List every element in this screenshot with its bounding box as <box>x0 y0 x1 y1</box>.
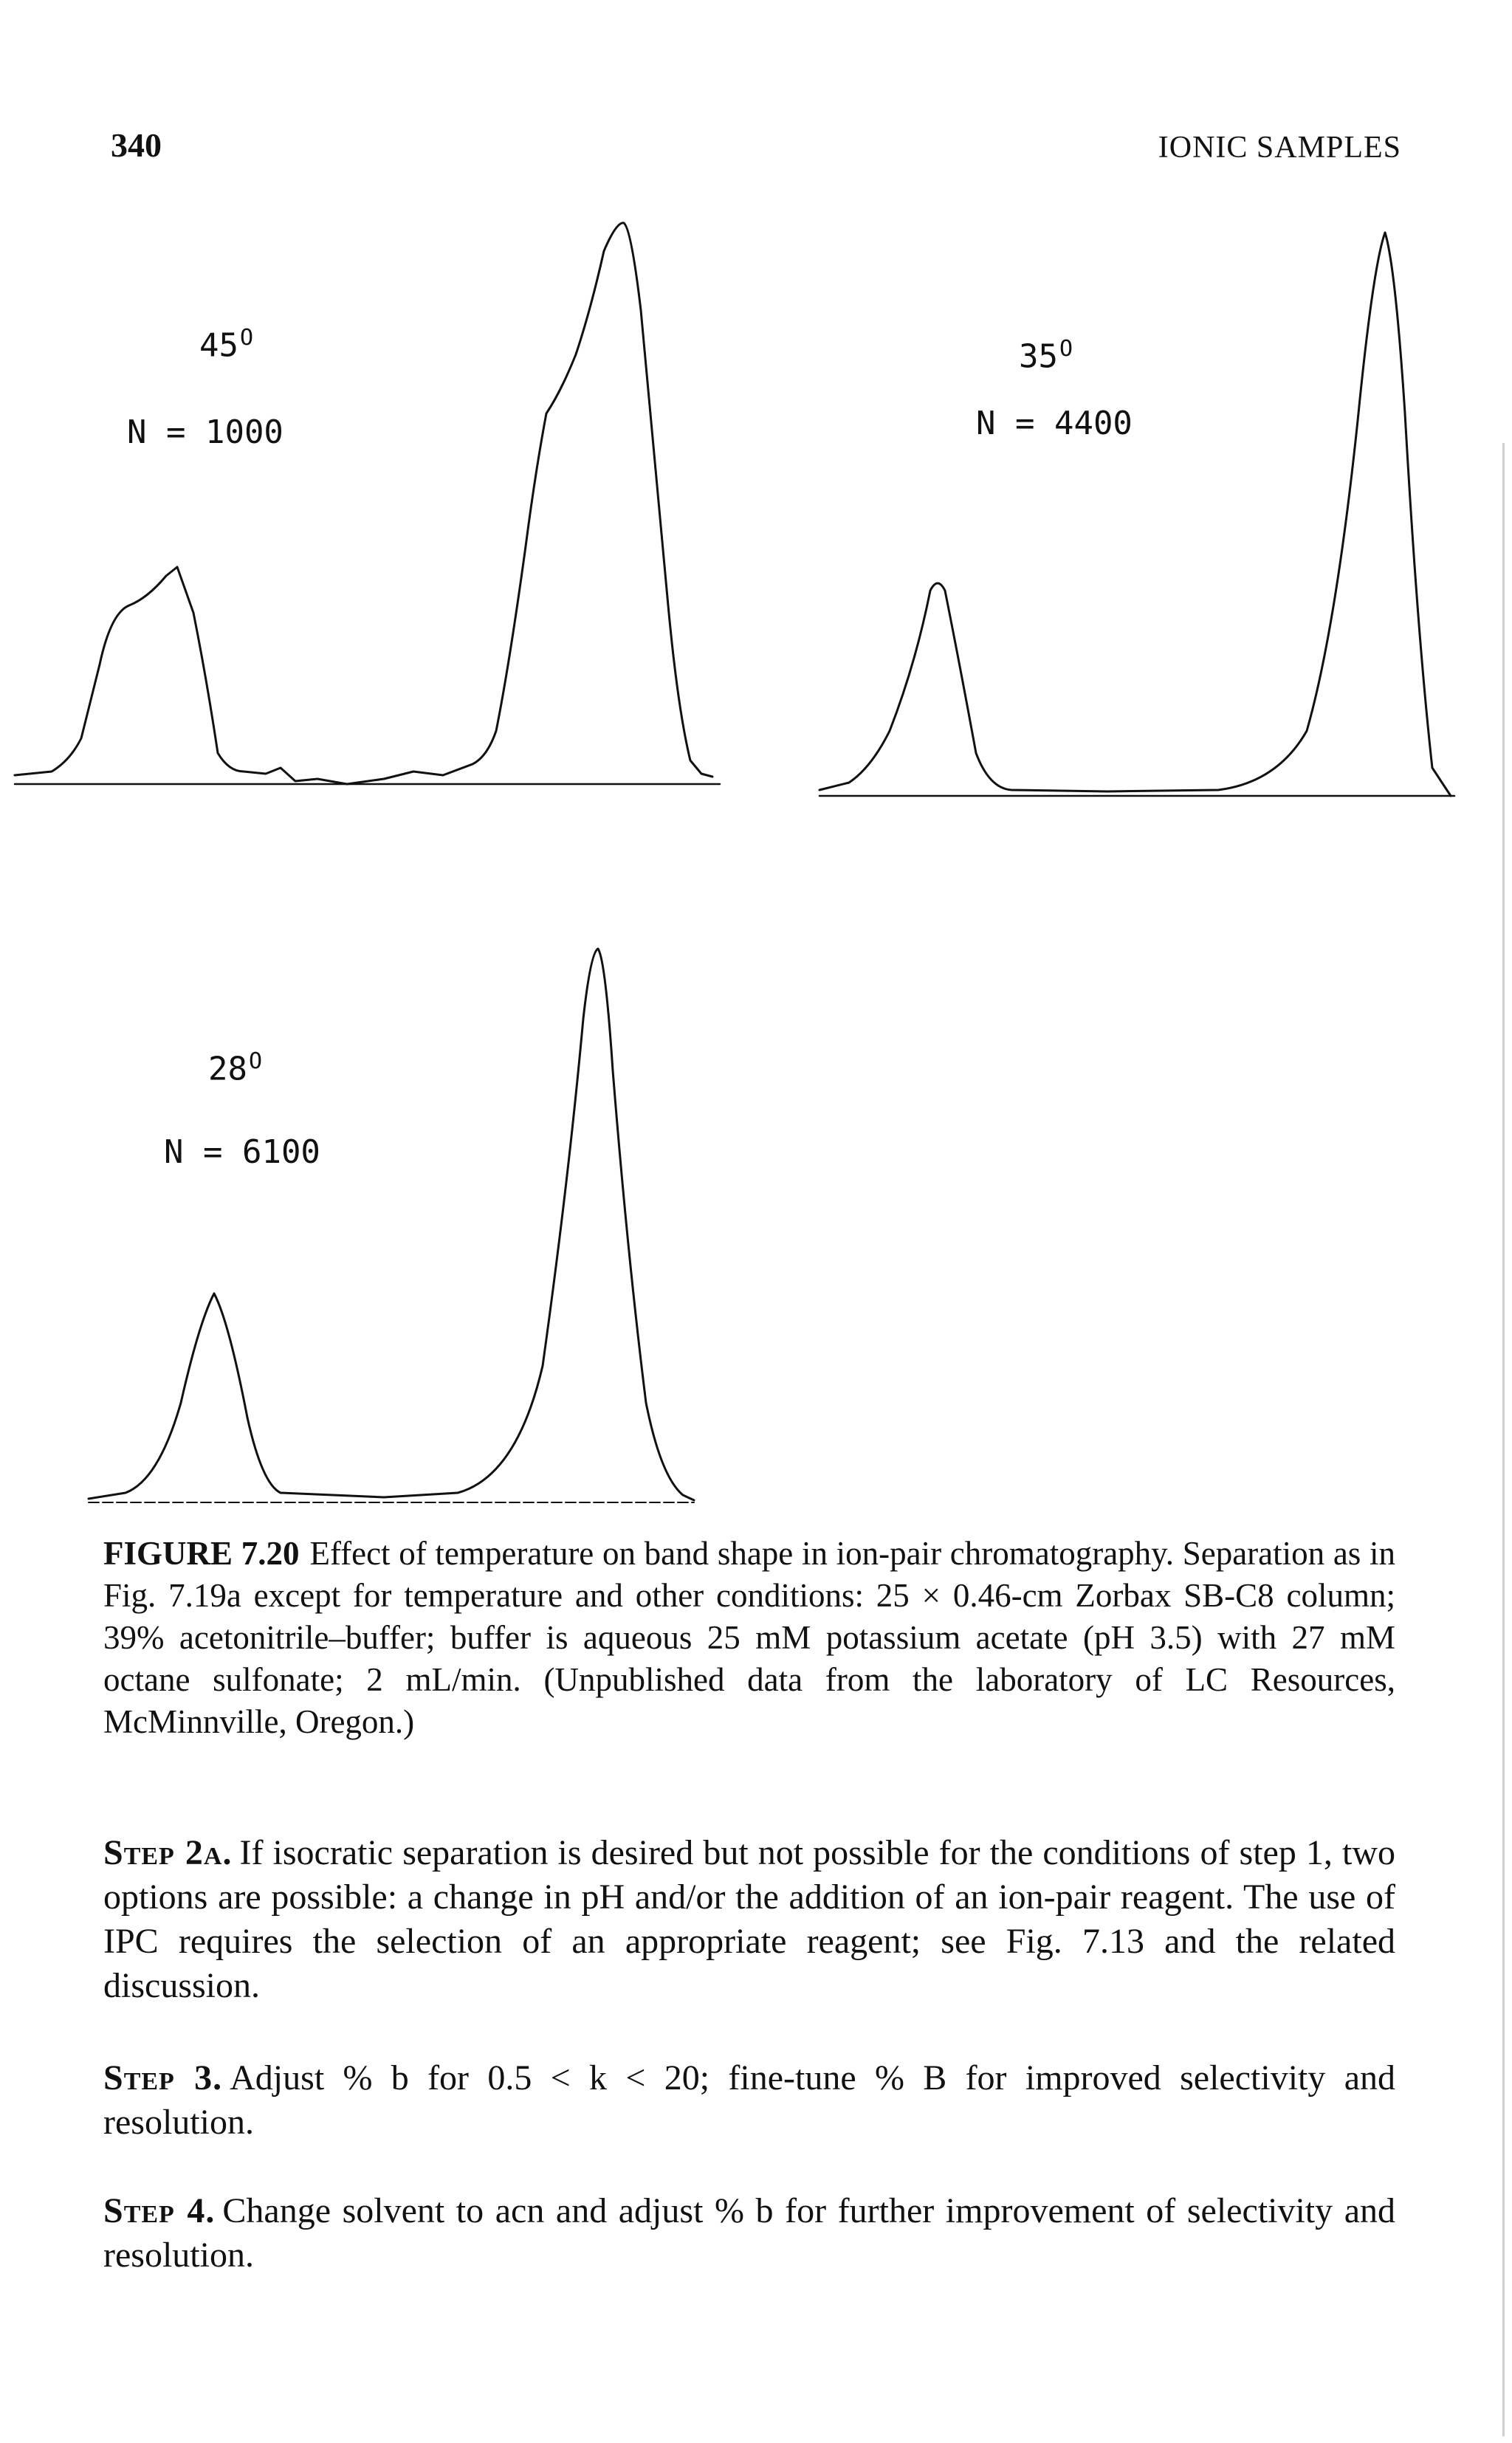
figure-caption <box>103 1533 1395 1743</box>
temperature-label-28: $28^O$ <box>208 1048 263 1088</box>
plate-count-label-35: N = 4400 <box>976 405 1133 442</box>
degree-symbol: O <box>239 325 254 351</box>
step-2a-paragraph <box>103 1831 1395 2008</box>
step-label: Step 4. <box>103 2191 216 2230</box>
figure-label: FIGURE 7.20 <box>103 1535 300 1572</box>
trace-45 <box>15 223 712 784</box>
figure-caption-text: Effect of temperature on band shape in ion-pair chromatography. Separation as in Fig. 7.19a except for temperature and other conditions: 25 × 0.46-cm Zorbax SB-C8 column; 39% acetonitrile–buffer; buffer is aqueous 25 mM potassium acetate (pH 3.5) with 27 mM octane sulfonate; 2 mL/min. (Unpublished data from the laboratory of LC Resources, McMinnville, Oregon.) <box>103 1535 1395 1740</box>
step-text: Adjust % b for 0.5 < k < 20; fine-tune % B for improved selectivity and resolution. <box>103 2058 1396 2142</box>
degree-symbol: O <box>1059 336 1073 362</box>
step-3-paragraph <box>103 2056 1395 2145</box>
trace-28 <box>89 949 694 1500</box>
page-number: 340 <box>111 126 162 164</box>
trace-35 <box>819 233 1451 796</box>
step-label: Step 2a. <box>103 1833 233 1872</box>
margin-rule <box>1502 443 1505 2436</box>
step-text: If isocratic separation is desired but not possible for the conditions of step 1, two options are possible: a change in pH and/or the addition of an ion-pair reagent. The use of IPC requires the selection of an appropriate reagent; see Fig. 7.13 and the related discussion. <box>103 1833 1396 2005</box>
plate-count-label-45: N = 1000 <box>127 413 284 451</box>
running-head: IONIC SAMPLES <box>1158 131 1401 165</box>
step-text: Change solvent to acn and adjust % b for further improvement of selectivity and resolution. <box>103 2191 1395 2275</box>
step-label: Step 3. <box>103 2058 223 2097</box>
plate-count-label-28: N = 6100 <box>164 1133 320 1171</box>
step-4-paragraph <box>103 2189 1395 2278</box>
temperature-label-45: $45^O$ <box>199 325 254 365</box>
temperature-label-35: $35^O$ <box>1019 336 1073 376</box>
degree-symbol: O <box>248 1048 263 1074</box>
